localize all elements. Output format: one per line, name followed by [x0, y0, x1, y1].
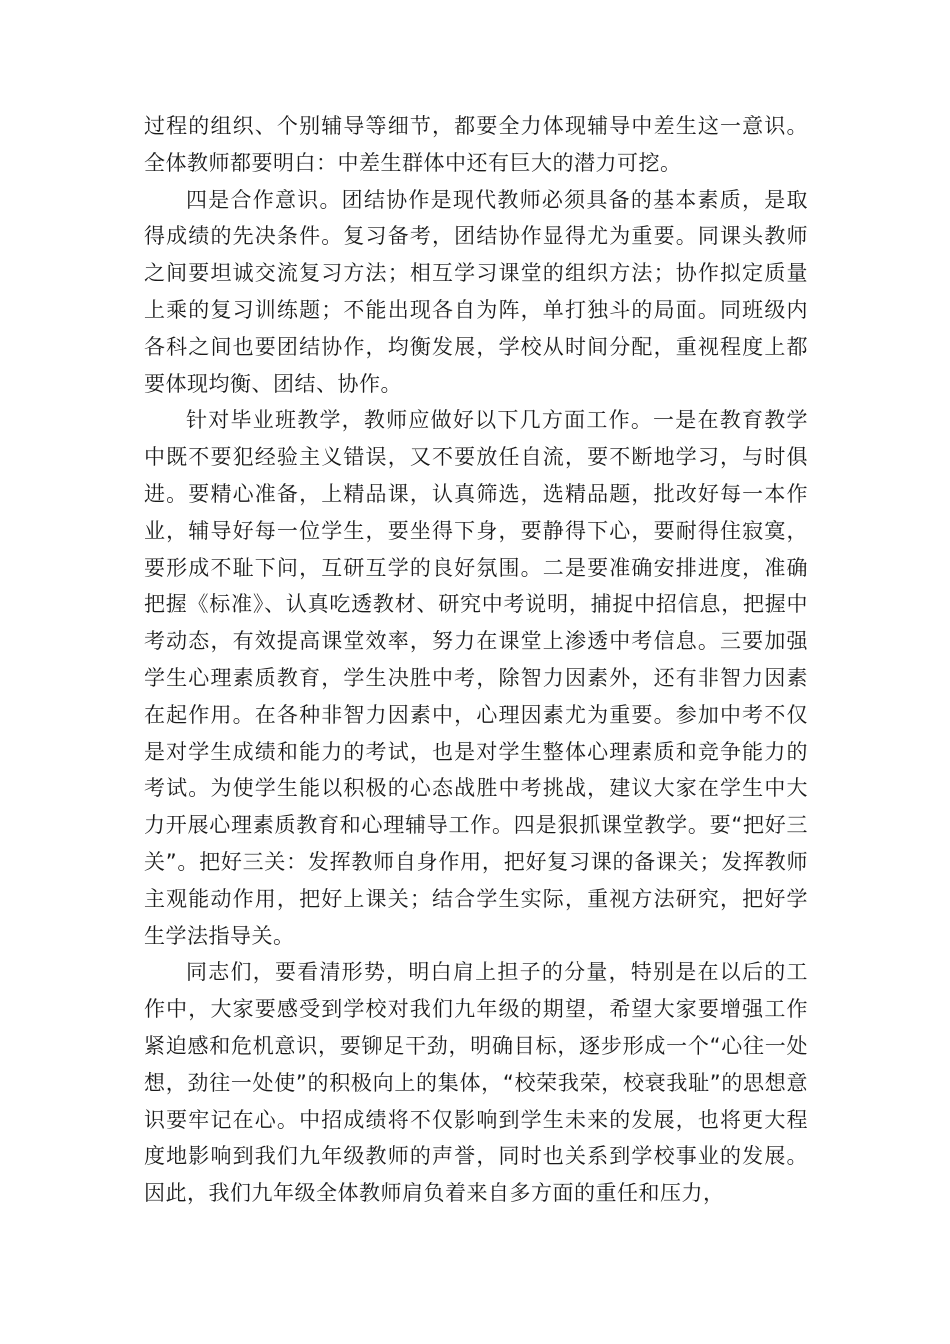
paragraph-3: 针对毕业班教学，教师应做好以下几方面工作。一是在教育教学中既不要犯经验主义错误，又不要放任自流，要不断地学习，与时俱进。要精心准备，上精品课，认真筛选，选精品题，批改好每一本作业，辅导好每一位学生，要坐得下身，要静得下心，要耐得住寂寞，要形成不耻下问，互研互学的良好氛围。二是要准确安排进度，准确把握《标准》、认真吃透教材、研究中考说明，捕捉中招信息，把握中考动态，有效提高课堂效率，努力在课堂上渗透中考信息。三要加强学生心理素质教育，学生决胜中考，除智力因素外，还有非智力因素在起作用。在各种非智力因素中，心理因素尤为重要。参加中考不仅是对学生成绩和能力的考试，也是对学生整体心理素质和竞争能力的考试。为使学生能以积极的心态战胜中考挑战，建议大家在学生中大力开展心理素质教育和心理辅导工作。四是狠抓课堂教学。要“把好三关”。把好三关：发挥教师自身作用，把好复习课的备课关；发挥教师主观能动作用，把好上课关；结合学生实际，重视方法研究，把好学生学法指导关。	[144, 408, 808, 948]
paragraph-1: 过程的组织、个别辅导等细节，都要全力体现辅导中差生这一意识。全体教师都要明白：中差生群体中还有巨大的潜力可挖。	[144, 114, 808, 175]
document-body	[144, 108, 808, 1212]
paragraph-4: 同志们，要看清形势，明白肩上担子的分量，特别是在以后的工作中，大家要感受到学校对我们九年级的期望，希望大家要增强工作紧迫感和危机意识，要铆足干劲，明确目标，逐步形成一个“心往一处想，劲往一处使”的积极向上的集体，“校荣我荣，校衰我耻”的思想意识要牢记在心。中招成绩将不仅影响到学生未来的发展，也将更大程度地影响到我们九年级教师的声誉，同时也关系到学校事业的发展。因此，我们九年级全体教师肩负着来自多方面的重任和压力，	[144, 960, 808, 1206]
paragraph-2: 四是合作意识。团结协作是现代教师必须具备的基本素质，是取得成绩的先决条件。复习备考，团结协作显得尤为重要。同课头教师之间要坦诚交流复习方法；相互学习课堂的组织方法；协作拟定质量上乘的复习训练题；不能出现各自为阵，单打独斗的局面。同班级内各科之间也要团结协作，均衡发展，学校从时间分配，重视程度上都要体现均衡、团结、协作。	[144, 187, 808, 396]
